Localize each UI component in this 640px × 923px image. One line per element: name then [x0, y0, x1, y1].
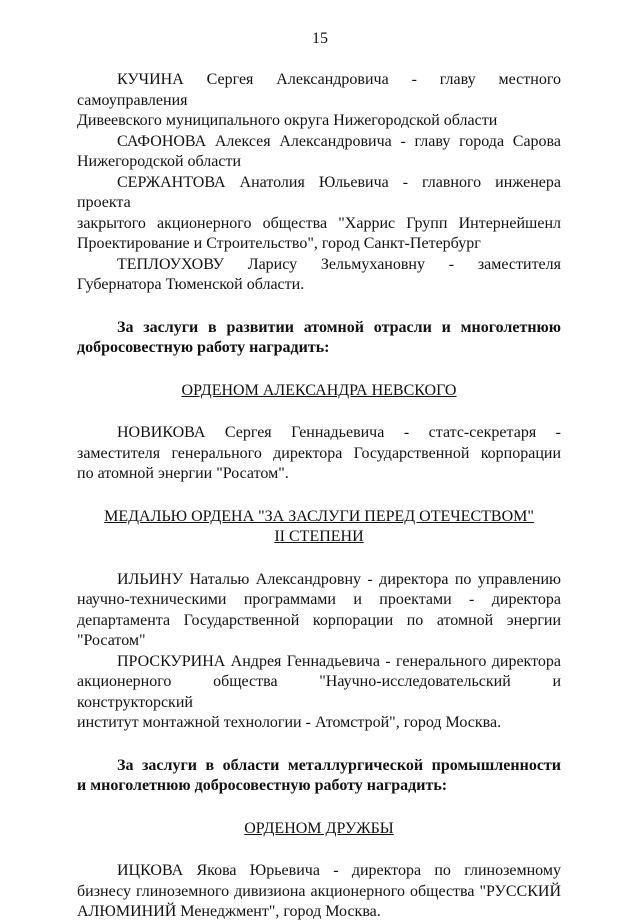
text-line: ИЛЬИНУ Наталью Александровну - директора по управлению: [117, 570, 561, 588]
text-line: заместителя генерального директора Государственной корпорации: [77, 444, 561, 462]
text-line: Проектирование и Строительство", город Санкт-Петербург: [77, 235, 481, 252]
section-intro-atom: [77, 318, 561, 359]
section-intro-metal: [77, 756, 561, 797]
text-line: и многолетнюю добросовестную работу наградить:: [77, 777, 448, 794]
text-line: Губернатора Тюменской области.: [77, 276, 305, 293]
text-line: САФОНОВА Алексея Александровича - главу города Сарова: [117, 132, 561, 150]
entry-serzhantov: [77, 173, 561, 255]
entry-itskov: [77, 861, 561, 923]
text-line: Дивеевского муниципального округа Нижегородской области: [77, 112, 498, 129]
entry-teploukhova: [77, 255, 561, 296]
heading-line: ОРДЕНОМ ДРУЖБЫ: [244, 819, 394, 837]
text-line: бизнесу глиноземного дивизиона акционерного общества "РУССКИЙ: [77, 882, 561, 900]
text-line: ИЦКОВА Якова Юрьевича - директора по глиноземному: [117, 862, 561, 879]
text-line: акционерного общества "Научно-исследовательский и конструкторский: [77, 673, 561, 711]
text-line: КУЧИНА Сергея Александровича - главу местного самоуправления: [77, 71, 561, 109]
text-line: ПРОСКУРИНА Андрея Геннадьевича - генерального директора: [117, 652, 561, 670]
text-line: За заслуги в развитии атомной отрасли и многолетнюю: [117, 318, 561, 336]
entry-proskurin: [77, 652, 561, 734]
text-line: институт монтажной технологии - Атомстрой", город Москва.: [77, 714, 502, 731]
text-line: добросовестную работу наградить:: [77, 339, 330, 356]
text-line: НОВИКОВА Сергея Геннадьевича - статс-секретаря -: [117, 424, 561, 441]
award-heading-medal: [77, 507, 561, 548]
text-line: "Росатом": [77, 632, 146, 649]
award-heading-nevsky: [77, 381, 561, 402]
text-line: по атомной энергии "Росатом".: [77, 465, 289, 482]
entry-ilyina: [77, 570, 561, 652]
document-body: [77, 70, 561, 923]
heading-line: ОРДЕНОМ АЛЕКСАНДРА НЕВСКОГО: [181, 381, 457, 399]
text-line: департамента Государственной корпорации по атомной энергии: [77, 611, 561, 629]
entry-kuchin: [77, 70, 561, 132]
text-line: научно-техническими программами и проектами - директора: [77, 591, 561, 608]
entry-safonov: [77, 132, 561, 173]
text-line: АЛЮМИНИЙ Менеджмент", город Москва.: [77, 903, 381, 920]
text-line: Нижегородской области: [77, 153, 242, 170]
text-line: закрытого акционерного общества "Харрис Групп Интернейшенл: [77, 214, 561, 232]
award-heading-friendship: [77, 819, 561, 840]
text-line: За заслуги в области металлургической промышленности: [117, 756, 561, 774]
entry-novikov: [77, 423, 561, 485]
text-line: ТЕПЛОУХОВУ Ларису Зельмухановну - заместителя: [117, 255, 561, 273]
text-line: СЕРЖАНТОВА Анатолия Юльевича - главного инженера проекта: [77, 173, 561, 211]
page-number: 15: [312, 30, 328, 47]
heading-line: II СТЕПЕНИ: [274, 528, 364, 545]
heading-line: МЕДАЛЬЮ ОРДЕНА "ЗА ЗАСЛУГИ ПЕРЕД ОТЕЧЕСТВОМ": [104, 507, 534, 525]
